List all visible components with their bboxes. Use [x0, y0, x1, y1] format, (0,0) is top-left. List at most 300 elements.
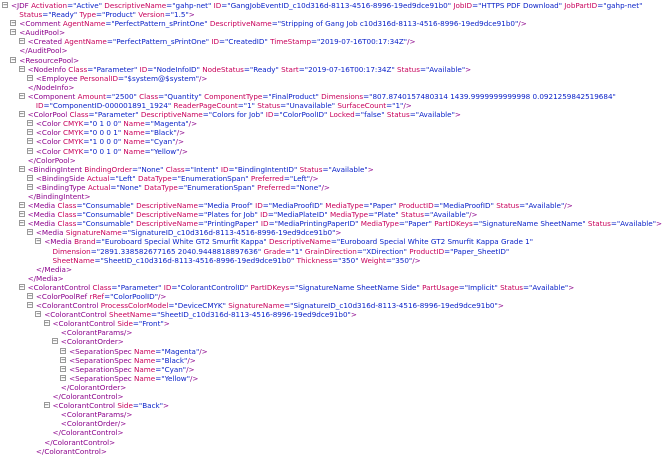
xml-line — [0, 128, 638, 137]
xml-attribute-name: GrainDirection — [304, 246, 357, 256]
xml-attribute-value: DeviceCMYK — [177, 301, 223, 311]
xml-tag-name: ColorPool — [33, 110, 68, 120]
xml-line-content: </Media> — [27, 273, 64, 283]
xml-line — [0, 365, 638, 374]
collapse-toggle-icon[interactable]: − — [19, 164, 24, 173]
xml-attribute-value: Yellow — [164, 373, 187, 383]
xml-line-content: <Employee PersonalID="$system@$system"/> — [35, 73, 208, 83]
xml-attribute-name: ID — [265, 110, 274, 120]
xml-attribute-value: SheetID_c10d316d-8113-4516-8996-19ed9dce91b0 — [103, 255, 291, 265]
collapse-toggle-icon[interactable]: − — [11, 19, 16, 28]
collapse-toggle-icon[interactable]: − — [11, 55, 16, 64]
xml-line — [0, 46, 638, 55]
xml-line — [0, 447, 638, 456]
xml-line-content: <AuditPool> — [19, 28, 66, 38]
xml-line-content: <ColorantOrder> — [60, 337, 124, 347]
xml-attribute-value: Plates for Job — [207, 210, 255, 220]
xml-attribute-name: Status — [496, 201, 520, 211]
xml-attribute-name: Preferred — [250, 173, 284, 183]
xml-attribute-value: ColorPoolID — [113, 292, 155, 301]
xml-attribute-name: SheetName — [52, 255, 95, 265]
xml-attribute-value: Available — [532, 282, 565, 292]
xml-line — [0, 165, 638, 174]
xml-attribute-name: DataType — [137, 173, 172, 183]
xml-attribute-name: CMYK — [62, 128, 84, 138]
xml-attribute-name: AgentName — [64, 37, 107, 47]
xml-attribute-name: PartIDKeys — [434, 219, 473, 229]
collapse-toggle-icon[interactable]: − — [19, 64, 24, 73]
collapse-toggle-icon[interactable]: − — [27, 146, 33, 155]
collapse-toggle-icon[interactable]: − — [61, 346, 66, 355]
xml-line-content: <Created AgentName="PerfectPattern_sPrintOne" ID="CreatedID" TimeStamp="2019-07-16T00:17:34Z"/> — [27, 37, 416, 47]
xml-attribute-value: Cyan — [153, 137, 173, 147]
xml-line — [0, 56, 638, 65]
xml-attribute-value: Ready — [51, 10, 74, 20]
xml-line — [0, 247, 638, 256]
xml-attribute-value: SheetID_c10d316d-8113-4516-8996-19ed9dce91b0 — [160, 310, 348, 320]
xml-attribute-name: ProcessColorModel — [100, 301, 169, 311]
xml-tag-name: ColorantControl — [58, 401, 116, 411]
xml-line — [0, 28, 638, 37]
xml-attribute-value: None — [119, 182, 139, 192]
xml-attribute-name: Preferred — [257, 182, 291, 192]
xml-attribute-value: 2891.338582677165 2040.9448818897636 — [100, 246, 258, 256]
xml-attribute-name: Status — [500, 282, 523, 292]
xml-attribute-name: Type — [79, 10, 96, 20]
xml-attribute-name: Class — [165, 164, 185, 174]
xml-line-content: <ColorantControl ProcessColorModel="DeviceCMYK" SignatureName="SignatureID_c10d316d-8113-4516-8996-19ed9dce91b0"> — [35, 301, 504, 311]
xml-attribute-name: NodeStatus — [202, 64, 244, 74]
xml-attribute-value: PrintingPaper — [207, 219, 256, 229]
collapse-toggle-icon[interactable]: − — [27, 292, 33, 300]
xml-attribute-name: ProductID — [398, 201, 434, 211]
xml-line — [0, 265, 638, 274]
xml-tag-name: SeparationSpec — [75, 364, 132, 374]
xml-tag-name: NodeInfo — [33, 64, 66, 74]
xml-attribute-name: ID — [260, 219, 269, 229]
xml-line-content: </AuditPool> — [19, 46, 68, 56]
xml-tag-name: ColorantParams — [66, 410, 124, 420]
xml-line — [0, 210, 638, 219]
collapse-toggle-icon[interactable]: − — [27, 228, 33, 237]
xml-line — [0, 83, 638, 92]
xml-tag-name: ColorantControl — [60, 392, 118, 402]
collapse-toggle-icon[interactable]: − — [11, 28, 16, 37]
xml-attribute-value: 0 1 0 0 — [92, 119, 118, 129]
xml-tag-name: ColorantOrder — [66, 337, 118, 347]
xml-attribute-value: GangJobEventID_c10d316d-8113-4516-8996-19ed9dce91b0 — [230, 1, 448, 10]
xml-attribute-name: ID — [163, 282, 172, 292]
collapse-toggle-icon[interactable]: − — [19, 37, 24, 46]
xml-attribute-name: AgentName — [62, 19, 106, 29]
xml-attribute-name: SurfaceCount — [337, 101, 387, 111]
xml-line-content: ID="ComponentID-000001891_1924" ReaderPageCount="1" Status="Unavailable" SurfaceCount="1"/> — [35, 101, 412, 111]
collapse-toggle-icon[interactable]: − — [44, 319, 49, 328]
xml-tag-name: ColorantControl — [50, 310, 107, 320]
xml-line-content: Dimension="2891.338582677165 2040.9448818897636" Grade="1" GrainDirection="XDirection" ProductID="Paper_SheetID" — [52, 246, 510, 256]
xml-line — [0, 192, 638, 201]
xml-tag-name: SeparationSpec — [75, 355, 132, 365]
xml-tag-name: SeparationSpec — [75, 373, 132, 383]
xml-attribute-value: gahp-net — [175, 1, 208, 10]
xml-attribute-value: FinalProduct — [271, 91, 316, 101]
xml-attribute-name: Class — [57, 210, 77, 220]
xml-attribute-name: rRef — [89, 292, 105, 301]
xml-attribute-value: Euroboard Special White GT2 Smurfit Kappa — [104, 237, 264, 247]
collapse-toggle-icon[interactable]: − — [27, 173, 33, 182]
xml-attribute-value: Black — [164, 355, 185, 365]
xml-attribute-name: Name — [123, 146, 145, 156]
xml-tag-name: ColorantControl — [44, 446, 101, 456]
collapse-toggle-icon[interactable]: − — [27, 137, 33, 146]
collapse-toggle-icon[interactable]: − — [27, 182, 33, 191]
collapse-toggle-icon[interactable]: − — [61, 373, 66, 382]
xml-attribute-value: ComponentID-000001891_1924 — [52, 101, 168, 111]
collapse-toggle-icon[interactable]: − — [27, 119, 33, 128]
xml-tag-name: Media — [41, 228, 64, 238]
collapse-toggle-icon[interactable]: − — [19, 91, 24, 100]
xml-attribute-name: SignatureName — [65, 228, 122, 238]
xml-line — [0, 219, 662, 229]
xml-attribute-name: BindingOrder — [84, 164, 132, 174]
xml-line-content: <Color CMYK="0 0 0 1" Name="Black"/> — [35, 128, 186, 138]
xml-attribute-name: DescriptiveName — [136, 201, 198, 211]
xml-attribute-name: Name — [134, 373, 156, 383]
xml-attribute-value: Magenta — [153, 119, 186, 129]
xml-attribute-value: 1.5 — [174, 10, 186, 20]
xml-tag-name: Media — [50, 237, 72, 247]
xml-attribute-value: Intent — [193, 164, 216, 174]
xml-attribute-name: PersonalID — [79, 73, 119, 83]
xml-attribute-value: 350 — [341, 255, 356, 265]
xml-attribute-name: ReaderPageCount — [173, 101, 238, 111]
collapse-toggle-icon[interactable]: − — [19, 219, 24, 228]
xml-attribute-name: Activation — [31, 1, 68, 10]
xml-tag-name: SeparationSpec — [75, 346, 132, 356]
xml-line-content: <ResourcePool> — [19, 55, 80, 65]
xml-tag-name: ColorPool — [36, 155, 70, 165]
xml-tag-name: Component — [33, 91, 76, 101]
xml-attribute-name: PartIDKeys — [250, 282, 290, 292]
xml-attribute-value: Black — [153, 128, 174, 138]
xml-line-content: </ColorPool> — [27, 155, 76, 165]
xml-attribute-value: Paper_SheetID — [453, 246, 506, 256]
xml-attribute-value: gahp-net — [606, 1, 640, 10]
xml-attribute-name: DescriptiveName — [268, 237, 331, 247]
xml-line-content: <Color CMYK="1 0 0 0" Name="Cyan"/> — [35, 137, 184, 147]
xml-attribute-name: ID — [213, 1, 222, 10]
xml-tag-name: BindingSide — [41, 173, 85, 183]
xml-attribute-name: CMYK — [62, 119, 84, 129]
xml-attribute-value: Paper — [408, 219, 429, 229]
xml-tag-name: JDF — [17, 1, 29, 10]
collapse-toggle-icon[interactable]: − — [61, 355, 66, 364]
xml-line-content: <Media SignatureName="SignatureID_c10d316d-8113-4516-8996-19ed9dce91b0"> — [35, 228, 342, 238]
xml-line — [0, 274, 638, 283]
xml-attribute-name: Weight — [360, 255, 386, 265]
xml-tag-name: Color — [41, 137, 61, 147]
xml-attribute-value: Consumable — [85, 219, 131, 229]
xml-attribute-value: 2019-07-16T00:17:34Z — [308, 64, 392, 74]
xml-line-content: <ColorantParams/> — [60, 328, 133, 338]
xml-attribute-name: Grade — [263, 246, 286, 256]
xml-line — [0, 74, 638, 83]
xml-attribute-value: Magenta — [164, 346, 196, 356]
xml-attribute-value: Unavailable — [289, 101, 332, 111]
xml-line — [0, 228, 638, 237]
xml-tag-name: ColorantControl — [33, 282, 91, 292]
xml-attribute-value: Ready — [253, 64, 276, 74]
xml-attribute-value: Front — [142, 319, 161, 329]
xml-attribute-name: Class — [92, 282, 112, 292]
xml-line — [0, 119, 638, 128]
xml-attribute-name: MediaType — [325, 201, 364, 211]
xml-attribute-name: Status — [386, 110, 410, 120]
xml-attribute-name: SheetName — [109, 310, 152, 320]
xml-attribute-name: Name — [123, 137, 145, 147]
collapse-toggle-icon[interactable]: − — [36, 237, 41, 246]
xml-attribute-value: SignatureName SheetName Side — [298, 282, 417, 292]
xml-attribute-value: 807.8740157480314 1439.9999999999998 0.0921259842519684 — [372, 91, 613, 101]
xml-line — [0, 337, 638, 346]
xml-attribute-value: Implicit — [468, 282, 495, 292]
xml-attribute-value: ColorantControlID — [180, 282, 245, 292]
xml-attribute-name: DescriptiveName — [136, 210, 198, 220]
xml-line-content: <JDF Activation="Active" DescriptiveName="gahp-net" ID="GangJobEventID_c10d316d-8113-4516-8996-19ed9dce91b0" JobID="HTTPS PDF Download" JobPartID="gahp-net" — [11, 1, 643, 10]
xml-attribute-value: Parameter — [96, 64, 134, 74]
xml-attribute-value: $system@$system — [127, 73, 196, 83]
xml-line — [0, 183, 638, 192]
xml-attribute-name: MediaType — [360, 219, 399, 229]
xml-attribute-name: ID — [211, 37, 220, 47]
xml-tag-name: ColorantControl — [41, 301, 99, 311]
xml-line — [0, 201, 638, 210]
xml-line-content: <NodeInfo Class="Parameter" ID="NodeInfoID" NodeStatus="Ready" Start="2019-07-16T00:17:34Z" Status="Available"> — [27, 64, 472, 74]
xml-line — [0, 256, 638, 265]
xml-tag-name: ColorantControl — [58, 319, 116, 329]
xml-attribute-value: 350 — [395, 255, 409, 265]
collapse-toggle-icon[interactable]: − — [44, 401, 49, 410]
xml-line-content: <BindingIntent BindingOrder="None" Class="Intent" ID="BindingIntentID" Status="Available"> — [27, 164, 374, 174]
xml-attribute-value: HTTPS PDF Download — [481, 1, 559, 10]
xml-attribute-value: EnumerationSpan — [187, 182, 252, 192]
xml-line-content: <SeparationSpec Name="Black"/> — [69, 355, 196, 365]
xml-line — [0, 147, 638, 156]
xml-line — [0, 110, 638, 119]
xml-attribute-name: Version — [138, 10, 165, 20]
xml-line — [0, 301, 638, 310]
xml-line — [0, 438, 638, 447]
xml-line — [0, 401, 638, 410]
xml-line-content: <SeparationSpec Name="Magenta"/> — [69, 346, 208, 356]
xml-line — [0, 101, 638, 110]
xml-attribute-name: Status — [257, 101, 281, 111]
xml-attribute-name: SignatureName — [228, 301, 285, 311]
collapse-toggle-icon[interactable]: − — [19, 282, 24, 291]
xml-attribute-name: ID — [139, 64, 148, 74]
xml-line — [0, 310, 638, 319]
xml-line — [0, 283, 638, 292]
xml-tag-name: BindingIntent — [36, 191, 85, 201]
xml-line — [0, 156, 638, 165]
xml-line-content: <SeparationSpec Name="Yellow"/> — [69, 373, 199, 383]
xml-attribute-name: Actual — [86, 173, 110, 183]
xml-attribute-name: Thickness — [296, 255, 333, 265]
collapse-toggle-icon[interactable]: − — [19, 110, 24, 119]
xml-attribute-name: DescriptiveName — [136, 219, 198, 229]
xml-line-content: </BindingIntent> — [27, 191, 91, 201]
xml-attribute-value: None — [299, 182, 319, 192]
xml-attribute-name: Status — [587, 219, 611, 229]
xml-attribute-value: MediaProofID — [272, 201, 320, 211]
xml-attribute-name: Status — [401, 210, 424, 220]
xml-attribute-value: MediaPlateID — [277, 210, 325, 220]
xml-attribute-value: MediaPrintingPaperID — [277, 219, 356, 229]
xml-tag-name: ColorPoolRef — [41, 292, 88, 301]
xml-attribute-value: Euroboard Special White GT2 Smurfit Kappa Grade 1 — [340, 237, 530, 247]
xml-attribute-value: 2019-07-16T00:17:34Z — [320, 37, 404, 47]
collapse-toggle-icon[interactable]: − — [36, 310, 41, 319]
xml-attribute-value: Media Proof — [207, 201, 250, 211]
xml-attribute-value: Back — [142, 401, 160, 411]
xml-attribute-name: Side — [117, 319, 133, 329]
xml-attribute-name: CMYK — [62, 137, 84, 147]
xml-attribute-name: DescriptiveName — [104, 1, 167, 10]
xml-tag-name: ResourcePool — [25, 55, 74, 65]
xml-tag-name: Color — [41, 146, 61, 156]
xml-line — [0, 347, 638, 356]
collapse-toggle-icon[interactable]: − — [52, 337, 58, 346]
xml-tag-name: AuditPool — [25, 28, 60, 38]
xml-tag-name: AuditPool — [27, 46, 62, 56]
xml-line-content: </ColorantOrder> — [60, 382, 127, 392]
xml-line-content: </Media> — [35, 264, 72, 274]
xml-line — [0, 419, 638, 428]
xml-attribute-name: DataType — [144, 182, 178, 192]
xml-attribute-name: Name — [123, 119, 145, 129]
xml-attribute-value: SignatureID_c10d316d-8113-4516-8996-19ed9dce91b0 — [293, 301, 495, 311]
xml-attribute-name: ID — [35, 101, 44, 111]
xml-line — [0, 65, 638, 74]
xml-tag-name: BindingIntent — [33, 164, 83, 174]
collapse-toggle-icon[interactable]: − — [27, 128, 33, 137]
xml-attribute-value: ColorPoolID — [282, 110, 325, 120]
xml-line-content: <Component Amount="2500" Class="Quantity" ComponentType="FinalProduct" Dimensions="807.8740157480314 1439.9999999999998 0.0921259842519684" — [27, 91, 616, 101]
xml-attribute-name: Class — [57, 219, 77, 229]
xml-tag-name: Created — [33, 37, 63, 47]
xml-attribute-name: Class — [139, 91, 159, 101]
xml-attribute-value: Available — [620, 219, 653, 229]
xml-tag-name: ColorantOrder — [69, 382, 121, 392]
xml-attribute-value: XDirection — [366, 246, 404, 256]
xml-attribute-value: Available — [331, 164, 365, 174]
xml-attribute-name: ID — [260, 210, 268, 220]
xml-line-content: <BindingSide Actual="Left" DataType="EnumerationSpan" Preferred="Left"/> — [35, 173, 319, 183]
xml-attribute-name: Side — [117, 401, 133, 411]
xml-attribute-value: Stripping of Gang Job c10d316d-8113-4516-8996-19ed9dce91b0 — [281, 19, 515, 29]
xml-attribute-value: PerfectPattern_sPrintOne — [114, 19, 205, 29]
xml-line-content: <ColorantControl Side="Front"> — [52, 319, 170, 329]
xml-attribute-name: Dimension — [52, 246, 91, 256]
xml-attribute-name: JobPartID — [564, 1, 598, 10]
xml-attribute-name: JobID — [453, 1, 473, 10]
xml-tag-name: Color — [41, 128, 61, 138]
xml-attribute-value: 1 — [395, 101, 401, 111]
xml-line — [0, 374, 638, 383]
xml-line-content: </ColorantControl> — [52, 428, 124, 438]
xml-attribute-value: NodeInfoID — [156, 64, 197, 74]
xml-line-content: <Comment AgentName="PerfectPattern_sPrintOne" DescriptiveName="Stripping of Gang Job c10d316d-8113-4516-8996-19ed9dce91b0"/> — [19, 19, 527, 29]
collapse-toggle-icon[interactable]: − — [61, 364, 66, 373]
xml-line-content: <Media Class="Consumable" DescriptiveName="Media Proof" ID="MediaProofID" MediaType="Paper" ProductID="MediaProofID" Status="Available"/> — [27, 201, 573, 211]
xml-line-content: Status="Ready" Type="Product" Version="1.5"> — [19, 10, 195, 20]
xml-attribute-name: ComponentType — [204, 91, 263, 101]
xml-attribute-name: CMYK — [62, 146, 84, 156]
xml-attribute-value: 1 — [247, 101, 252, 111]
xml-line-content: <Color CMYK="0 1 0 0" Name="Magenta"/> — [35, 119, 198, 129]
xml-tag-name: ColorantControl — [52, 437, 110, 447]
xml-attribute-value: Parameter — [97, 110, 136, 120]
xml-line-content: <Media Class="Consumable" DescriptiveName="Plates for Job" ID="MediaPlateID" MediaType="Plate" Status="Available"/> — [27, 210, 478, 220]
xml-attribute-value: Product — [105, 10, 133, 20]
collapse-toggle-icon[interactable]: − — [27, 301, 33, 310]
xml-line — [0, 356, 638, 365]
xml-line — [0, 10, 638, 19]
xml-line-content: <ColorantParams/> — [60, 410, 133, 420]
xml-line — [0, 410, 638, 419]
xml-tag-name: ColorantOrder — [66, 419, 118, 429]
xml-attribute-value: Cyan — [164, 364, 183, 374]
xml-attribute-value: Quantity — [167, 91, 199, 101]
xml-tag-name: ColorantControl — [60, 428, 118, 438]
xml-attribute-value: SignatureName SheetName — [482, 219, 583, 229]
xml-line-content: <Media Class="Consumable" DescriptiveName="PrintingPaper" ID="MediaPrintingPaperID" MediaType="Paper" PartIDKeys="SignatureName SheetName" Status="Available"> — [27, 219, 662, 229]
xml-attribute-name: Actual — [87, 182, 111, 192]
collapse-toggle-icon[interactable]: − — [3, 1, 8, 9]
xml-attribute-name: DescriptiveName — [140, 110, 203, 120]
xml-attribute-value: Paper — [372, 201, 394, 211]
xml-line — [0, 392, 638, 401]
xml-line — [0, 137, 638, 146]
xml-attribute-value: Parameter — [120, 282, 159, 292]
xml-attribute-name: Class — [69, 110, 89, 120]
xml-attribute-name: PartUsage — [422, 282, 459, 292]
xml-attribute-name: Status — [397, 64, 420, 74]
xml-line-content: <ColorantControl Class="Parameter" ID="ColorantControlID" PartIDKeys="SignatureName SheetName Side" PartUsage="Implicit" Status="Available"> — [27, 282, 575, 292]
xml-attribute-value: Left — [293, 173, 307, 183]
xml-tag-name: Media — [44, 264, 66, 274]
xml-tag-name: Media — [33, 219, 56, 229]
xml-attribute-value: Plate — [377, 210, 396, 220]
xml-attribute-name: TimeStamp — [270, 37, 312, 47]
xml-attribute-value: Available — [419, 110, 452, 120]
xml-attribute-name: Start — [281, 64, 299, 74]
xml-attribute-name: Class — [57, 201, 77, 211]
collapse-toggle-icon[interactable]: − — [19, 201, 24, 210]
xml-line — [0, 428, 638, 437]
xml-attribute-name: Name — [134, 364, 156, 374]
xml-attribute-name: DescriptiveName — [209, 19, 272, 29]
xml-line-content: </ColorantControl> — [35, 446, 107, 456]
xml-attribute-value: Left — [118, 173, 133, 183]
xml-attribute-name: Amount — [77, 91, 106, 101]
collapse-toggle-icon[interactable]: − — [19, 210, 24, 219]
xml-attribute-value: BindingIntentID — [237, 164, 294, 174]
xml-tag-name: Media — [33, 201, 56, 211]
xml-attribute-name: Locked — [329, 110, 355, 120]
xml-line-content: <BindingType Actual="None" DataType="EnumerationSpan" Preferred="None"/> — [35, 182, 330, 192]
collapse-toggle-icon[interactable]: − — [27, 73, 33, 82]
